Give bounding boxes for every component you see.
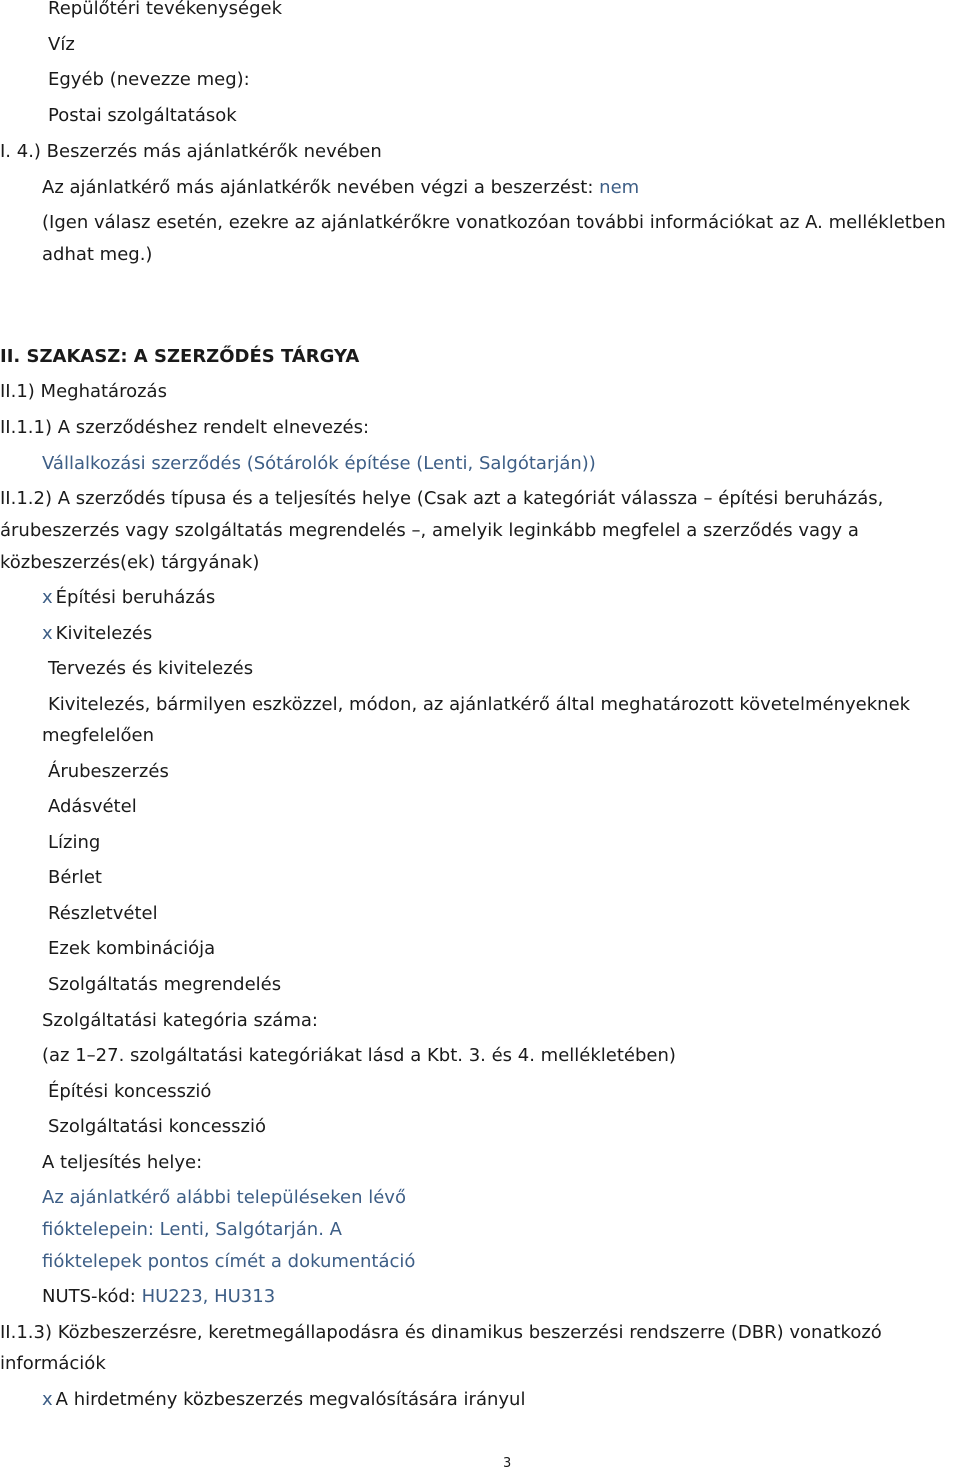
option-epitesi-koncesszio: Építési koncesszió (48, 1081, 212, 1102)
i4-note-line2: adhat meg.) (42, 244, 153, 265)
option-tervezes: Tervezés és kivitelezés (48, 658, 254, 679)
option-barmilyen-line2: megfelelően (42, 725, 155, 746)
nuts-kod (42, 1285, 275, 1309)
i4-question-label: Az ajánlatkérő más ajánlatkérők nevében végzi a beszerzést: (42, 177, 594, 198)
option-kombinacio: Ezek kombinációja (48, 938, 216, 959)
item-repuloteri: Repülőtéri tevékenységek (48, 0, 283, 19)
item-egyeb: Egyéb (nevezze meg): (48, 69, 250, 90)
option-label: A hirdetmény közbeszerzés megvalósítására irányul (55, 1389, 526, 1410)
checked-mark: x (42, 1389, 53, 1410)
checked-mark: x (42, 587, 53, 608)
ii1-title: II.1) Meghatározás (0, 381, 167, 402)
kategoria-note: (az 1–27. szolgáltatási kategóriákat lásd a Kbt. 3. és 4. mellékletében) (42, 1045, 676, 1066)
option-epitesi-beruhazas (42, 586, 215, 610)
option-szolgaltatasi-koncesszio: Szolgáltatási koncesszió (48, 1116, 267, 1137)
option-lizing: Lízing (48, 832, 101, 853)
option-hirdetmeny (42, 1388, 525, 1412)
page-number: 3 (503, 1456, 512, 1471)
i4-question-value: nem (599, 177, 640, 198)
teljesites-helye-line2: fióktelepein: Lenti, Salgótarján. A (42, 1219, 342, 1240)
option-label: Építési beruházás (55, 587, 216, 608)
nuts-value: HU223, HU313 (141, 1286, 276, 1307)
item-viz: Víz (48, 34, 75, 55)
teljesites-helye-label: A teljesítés helye: (42, 1152, 203, 1173)
ii12-line1: II.1.2) A szerződés típusa és a teljesítés helye (Csak azt a kategóriát válassza – építési beruházás, (0, 488, 884, 509)
item-postai: Postai szolgáltatások (48, 105, 237, 126)
section-i4-title: I. 4.) Beszerzés más ajánlatkérők nevében (0, 141, 382, 162)
option-barmilyen-line1: Kivitelezés, bármilyen eszközzel, módon, az ajánlatkérő által meghatározott követelményeknek (48, 694, 911, 715)
kategoria-szama: Szolgáltatási kategória száma: (42, 1010, 318, 1031)
teljesites-helye-line1: Az ajánlatkérő alábbi településeken lévő (42, 1187, 406, 1208)
option-arubeszerzes: Árubeszerzés (48, 761, 169, 782)
checked-mark: x (42, 623, 53, 644)
ii13-line2: információk (0, 1353, 106, 1374)
option-szolgaltatas: Szolgáltatás megrendelés (48, 974, 282, 995)
option-label: Kivitelezés (55, 623, 153, 644)
option-berlet: Bérlet (48, 867, 102, 888)
teljesites-helye-line3: fióktelepek pontos címét a dokumentáció (42, 1251, 416, 1272)
option-adasvetel: Adásvétel (48, 796, 137, 817)
option-kivitelezes (42, 622, 152, 646)
i4-note-line1: (Igen válasz esetén, ezekre az ajánlatkérőkre vonatkozóan további információkat az A. mellékletben (42, 212, 946, 233)
ii12-line2: árubeszerzés vagy szolgáltatás megrendelés –, amelyik leginkább megfelel a szerződés vagy a (0, 520, 859, 541)
ii13-line1: II.1.3) Közbeszerzésre, keretmegállapodásra és dinamikus beszerzési rendszerre (DBR) vonatkozó (0, 1322, 882, 1343)
option-reszletvetel: Részletvétel (48, 903, 158, 924)
i4-question (42, 176, 639, 200)
ii11-value: Vállalkozási szerződés (Sótárolók építése (Lenti, Salgótarján)) (42, 453, 596, 474)
ii11-label: II.1.1) A szerződéshez rendelt elnevezés: (0, 417, 370, 438)
nuts-label: NUTS-kód: (42, 1286, 136, 1307)
ii12-line3: közbeszerzés(ek) tárgyának) (0, 552, 260, 573)
section-ii-heading: II. SZAKASZ: A SZERZŐDÉS TÁRGYA (0, 346, 360, 367)
